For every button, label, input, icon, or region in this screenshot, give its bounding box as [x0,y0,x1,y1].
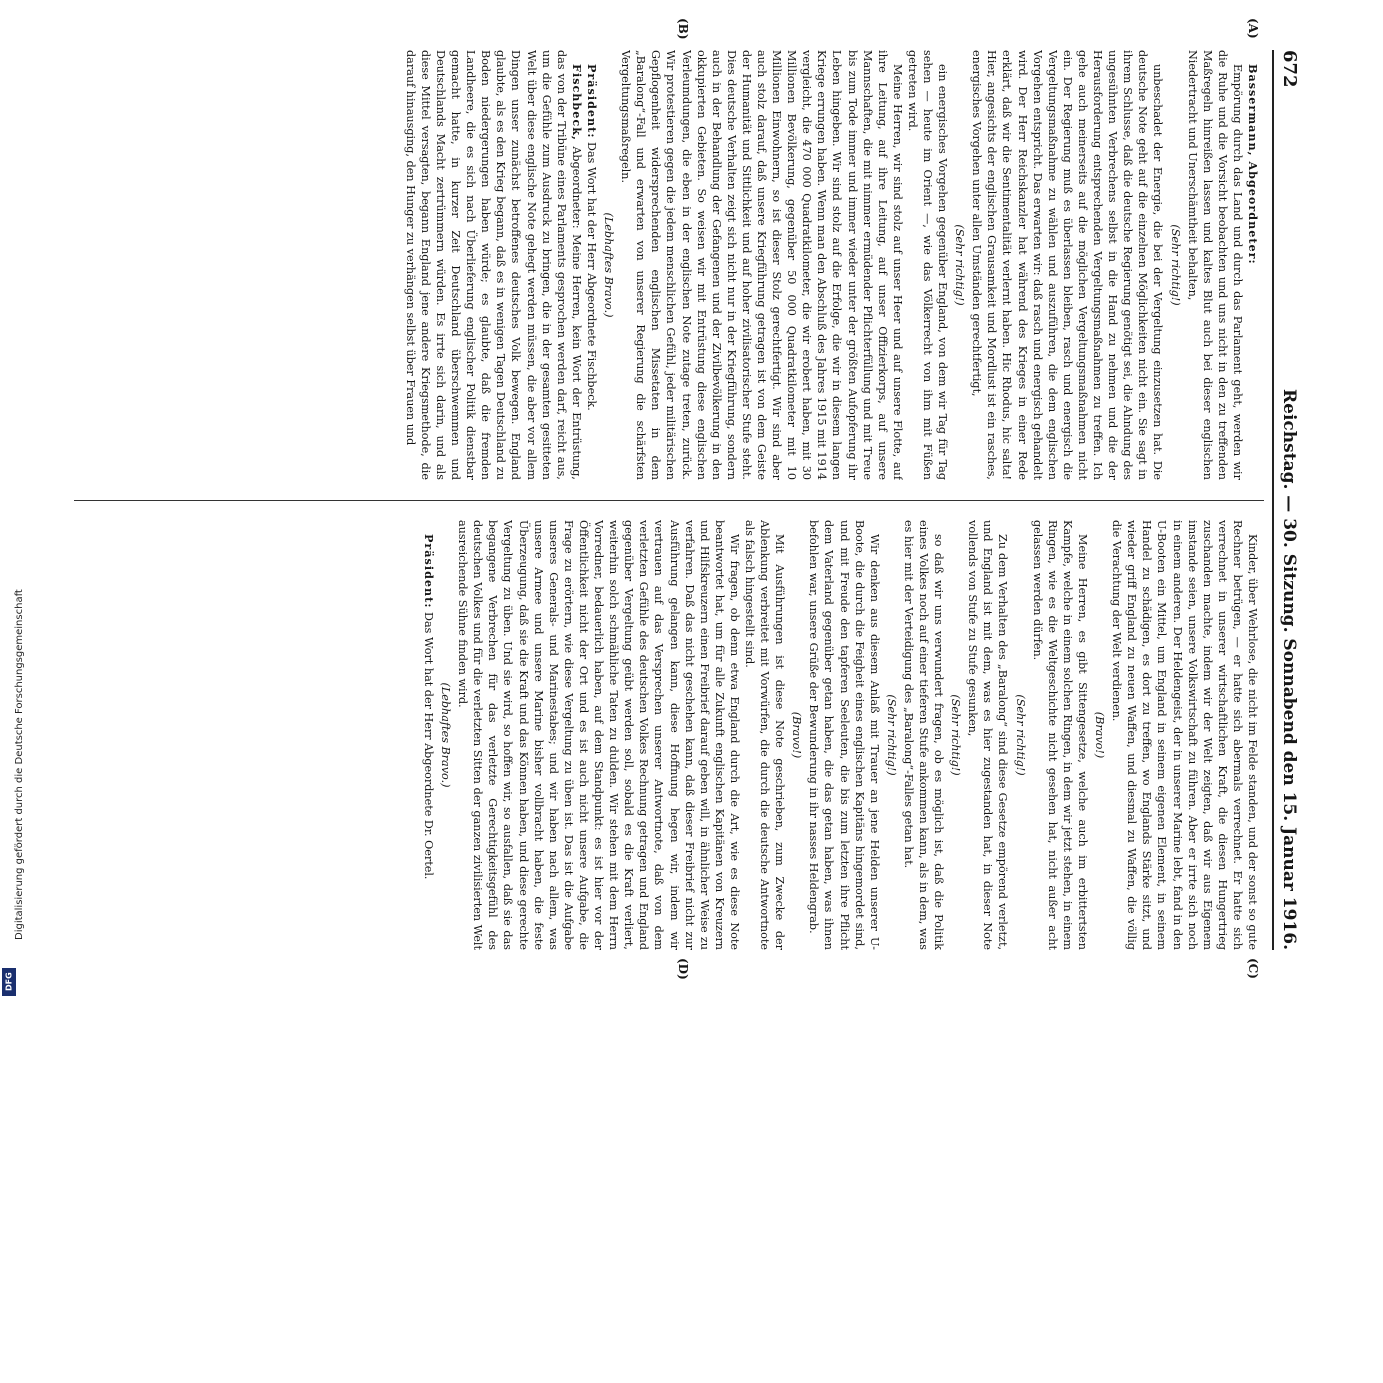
rotated-page-content [10,10,1330,990]
page-number: 672 [1279,50,1300,88]
president-text: Das Wort hat der Herr Abgeordnete Dr. Oertel. [422,612,436,880]
reaction: (Sehr richtig!) [949,694,963,776]
reaction: (Sehr richtig!) [1168,224,1182,306]
dfg-logo: DFG [2,968,16,996]
reaction: (Sehr richtig!) [1013,694,1027,776]
right-column [80,520,1260,950]
paragraph: Meine Herren, wir sind stolz auf unser Heer und auf unsere Flotte, auf ihre Leitung, auf ihre Leitung, auf unser Offizierkorps, auf unsere Mannschaften, die mit nimmer ermüdender Pflichterfüllung und mit Treue bis zum Tode immer und immer wieder unter der größten Aufopferung ihr Leben hingeben. Wir sind stolz auf die Erfolge, die wir in diesem langen Kriege errungen haben. Wenn man den Abschluß des Jahres 1915 mit 1914 vergleicht, die 470 000 Quadratkilometer, die wir erobert haben, mit 30 Millionen Bevölkerung, gegenüber 50 000 Quadratkilometer mit 10 Millionen Einwohnern, so ist dieser Stolz gerechtfertigt. Wir sind aber auch stolz darauf, daß unsere Kriegführung getragen ist von dem Geiste der Humanität und Sittlichkeit und auf hoher zivilisatorischer Stufe steht. Dies deutsche Verhalten zeigt sich nicht nur in der Kriegführung, sondern auch in der Behandlung der Gefangenen und der Zivilbevölkerung in den okkupierten Gebieten. So weisen wir mit Entrüstung diese englischen Verleumdungen, die eben in der englischen Note zutage treten, zurück. Wir protestieren gegen die jedem menschlichen Gefühl, jeder militärischen Gepflogenheit widersprechenden englischen Missetaten in dem „Baralong“-Fall und erwarten von unserer Regierung die schärfsten Vergeltungsmaßregeln. [619,50,904,480]
margin-mark-a: (A) [1246,18,1260,39]
paragraph: so daß wir uns verwundert fragen, ob es möglich ist, daß die Politik eines Volkes noch auf einer tieferen Stufe ankommen kann, als in dem, was es hier mit der Verteidigung des „Baralong“-Falles getan hat. [901,520,946,950]
funding-note: Digitalisierung gefördert durch die Deutsche Forschungsgemeinschaft [14,589,25,940]
page-title: Reichstag. — 30. Sitzung. Sonnabend den 15. Januar 1916. [1279,389,1299,950]
reaction: (Sehr richtig!) [953,224,967,306]
paragraph: Wir denken aus diesem Anlaß mit Trauer an jene Helden unserer U-Boote, die durch die Feigheit eines englischen Kapitäns hingemordet sind, und mit Freude den tapferen Seeleuten, die bis zum letzten ihre Pflicht dem Vaterland gegenüber getan haben, die das getan haben, was ihnen befohlen war, unsere Grüße der Bewunderung in ihr nasses Heldengrab. [807,520,881,950]
margin-mark-c: (C) [1246,958,1260,979]
speech-text: Abgeordneter: Meine Herren, kein Wort der Entrüstung, das von der Tribüne eines Parlaments gesprochen werden darf, reicht aus, um die Gefühle zum Ausdruck zu bringen, die in der gesamten gesitteten Welt über diese englische Note gehegt werden müssen, die aber vor allem Dingen unser zunächst betroffenes deutsches Volk bewegen. England glaubte, als es den Krieg begann, daß es in wenigen Tagen Deutschland zu Boden niedergerungen haben würde; es glaubte, daß die fremden Landheere, die es sich nach Überlieferung englischer Politik dienstbar gemacht hatte, in kurzer Zeit Deutschland überschwemmen und Deutschlands Macht zertrümmern würden. Es irrte sich darin, und als diese Mittel versagten, begann England jene andere Kriegsmethode, die darauf hinausging, den Hunger zu verhängen selbst über Frauen und [403,50,583,480]
reaction: (Bravo!) [790,711,804,759]
paragraph: ein energisches Vorgehen gegenüber England, von dem wir Tag für Tag sehen — heute im Orient —, wie das Völkerrecht von ihm mit Füßen getreten wird. [905,50,950,480]
paragraph: Zu dem Verhalten des „Baralong“ sind diese Gesetze empörend verletzt, und England ist mit dem, was es hier zugestanden hat, in dieser Note vollends von Stufe zu Stufe gesunken, [966,520,1010,950]
paragraph: Mit Ausführungen ist diese Note geschrieben, zum Zwecke der Ablenkung verbreitet mit Vorwürfen, die durch die deutsche Antwortnote als falsch hingestellt sind. [743,520,787,950]
paragraph: Meine Herren, es gibt Sittengesetze, welche auch im erbittertsten Kampfe, welche in einem solchen Ringen, in dem wir jetzt stehen, in einem Ringen, wie es die Weltgeschichte nicht gesehen hat, nicht außer acht gelassen werden dürfen. [1030,520,1089,950]
speaker-name: Bassermann, Abgeordneter: [1246,64,1260,265]
paragraph: unbeschadet der Energie, die bei der Vergeltung einzusetzen hat. Die deutsche Note geht auf die einzelnen Möglichkeiten nicht ein. Sie sagt in ihrem Schlusse, daß die deutsche Regierung genötigt sei, die Ahndung des ungesühnten Verbrechens selbst in die Hand zu nehmen und die der Herausforderung entsprechenden Vergeltungsmaßnahmen zu treffen. Ich gehe auch meinerseits auf die möglichen Vergeltungsmaßnahmen nicht ein. Der Regierung muß es überlassen bleiben, rasch und energisch die Vergeltungsmaßnahme zu wählen und auszuführen, die dem englischen Vorgehen entspricht. Das erwarten wir: daß rasch und energisch gehandelt wird. Der Herr Reichskanzler hat während des Krieges in einer Rede erklärt, daß wir die Sentimentalität verlernt haben. Hic Rhodus, hic salta! Hier, angesichts der englischen Grausamkeit und Mordlust ist ein rasches, energisches Vorgehen unter allen Umständen gerechtfertigt, [970,50,1165,480]
speaker-name-2: Fischbeck, [569,64,584,141]
president-label: Präsident: [584,64,599,139]
left-column [80,50,1260,480]
president-label: Präsident: [422,534,437,609]
margin-mark-d: (D) [676,958,690,980]
reaction: (Lebhaftes Bravo.) [602,212,616,318]
reaction: (Sehr richtig!) [884,694,898,776]
paragraph: Kinder, über Wehrlose, die nicht im Felde standen, und der sonst so gute Rechner betrügen, — er hatte sich abermals verrechnet. Er hatte sich verrechnet in unserer wirtschaftlichen Kraft, die diesen Hungertrieg zuschanden machte, indem wir der Welt zeigten, daß wir aus Eigenem imstande seien, unsere Volkswirtschaft zu führen. Aber er irrte sich noch in einem anderen. Der Heldengeist, der in unserer Marine lebt, fand in den U-Booten ein Mittel, um England in seinem eigenen Element, in seinem Handel zu schädigen, es dort zu treffen, wo Englands Stärke sitzt, und wieder griff England zu neuen Waffen, und diesmal zu Waffen, die völlig die Verachtung der Welt verdienen. [1110,520,1259,950]
president-text: Das Wort hat der Herr Abgeordnete Fischbeck. [584,142,598,411]
reaction: (Bravo!) [1093,711,1107,759]
margin-mark-b: (B) [676,18,690,40]
reaction: (Lebhaftes Bravo.) [439,682,453,788]
paragraph: Empörung durch das Land und durch das Parlament geht, werden wir die Ruhe und die Vorsicht beobachten und uns nicht in den zu treffenden Maßregeln hinreißen lassen und kaltes Blut auch bei dieser englischen Niedertracht und Unerschämtheit behalten, [1185,50,1244,480]
column-divider [74,500,1264,501]
paragraph: Wir fragen, ob denn etwa England durch die Art, wie es diese Note beantwortet hat, um für alle Zukunft englischen Kapitänen von Kreuzern und Hilfskreuzern einen Freibrief darauf geben will, in ähnlicher Weise zu verfahren. Daß das nicht geschehen kann, daß dieser Freibrief nicht zur Ausführung gelangen kann, diese Hoffnung hegen wir, indem wir vertrauen auf das Versprechen unserer Antwortnote, daß von dem verletzten Gefühle des deutschen Volkes Rechnung getragen und England gegenüber Vergeltung geübt werden soll, sobald es die Kraft verliert, weiterhin solch schmähliche Taten zu dulden. Wir stehen mit dem Herrn Vorredner, bedauerlich haben, auf dem Standpunkt: es ist hier vor der Öffentlichkeit nicht der Ort und es ist auch nicht unsere Aufgabe, die Frage zu erörtern, wie diese Vergeltung zu üben ist. Das ist die Aufgabe unseres Generals- und Marinestabes; und wir haben nach allem, was unsere Armee und unsere Marine bisher vollbracht haben, die feste Überzeugung, daß sie die Kraft und das Können haben, und diese gerechte Vergeltung zu üben. Und sie wird, so hoffen wir, so ausfallen, daß sie das begangene Verbrechen für das verletzte Gerechtigkeitsgefühl des deutschen Volkes und für die verletzten Sitten der ganzen zivilisierten Welt ausreichende Sühne finden wird. [456,520,741,950]
page-header [1272,50,1300,950]
